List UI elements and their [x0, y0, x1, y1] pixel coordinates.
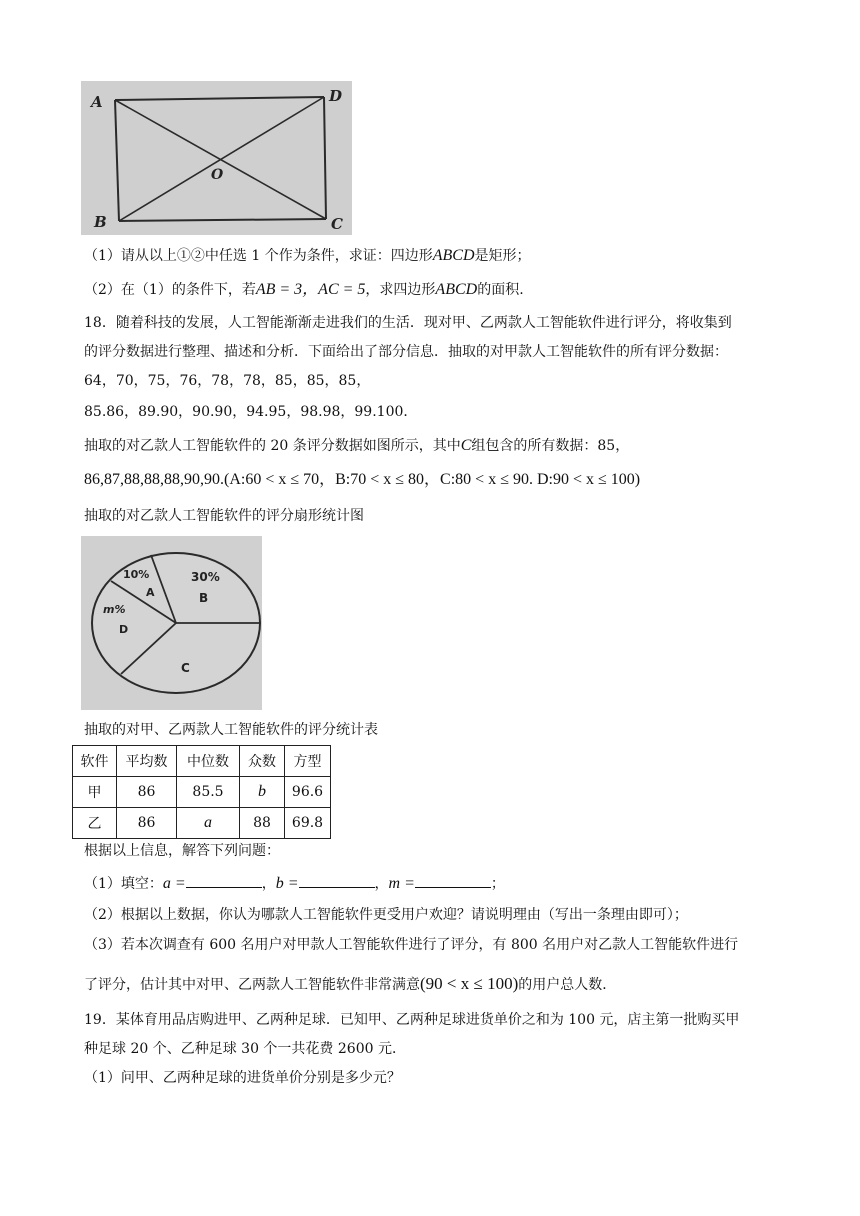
answer-blank-m[interactable] — [415, 873, 491, 888]
q17-part2-math: AB = 3，AC = 5 — [255, 281, 366, 298]
table-header-cell: 软件 — [73, 746, 117, 777]
q18-q1-b-label: b = — [275, 875, 299, 892]
answer-blank-a[interactable] — [186, 873, 262, 888]
q18-q3-text-a: 了评分，估计其中对甲、乙两款人工智能软件非常满意 — [84, 977, 420, 993]
q18-q3-line1: （3）若本次调查有 600 名用户对甲款人工智能软件进行了评分，有 800 名用户对乙款人工智能软件进行 — [84, 937, 739, 953]
pie-chart — [81, 536, 262, 710]
q18-q3-math: (90 < x ≤ 100) — [420, 974, 519, 993]
table-cell: a — [177, 808, 240, 839]
table-cell: 69.8 — [285, 808, 331, 839]
q18-data-line1: 64，70，75，76，78，78，85，85，85， — [84, 373, 371, 389]
q17-part2-math2: ABCD — [435, 281, 478, 298]
rectangle-figure — [81, 81, 352, 235]
pie-label-b: B — [199, 591, 209, 605]
q17-part1 — [84, 246, 531, 266]
rectangle-diagram — [81, 81, 352, 235]
table-header-cell: 方型 — [285, 746, 331, 777]
q18-yi-line — [84, 436, 629, 456]
q18-answer-intro: 根据以上信息，解答下列问题： — [84, 843, 280, 859]
center-label-o: O — [211, 167, 224, 183]
q17-part2-text-b: ，求四边形 — [365, 282, 436, 298]
q18-table-caption: 抽取的对甲、乙两款人工智能软件的评分统计表 — [84, 722, 378, 738]
q18-pie-caption: 抽取的对乙款人工智能软件的评分扇形统计图 — [84, 508, 364, 524]
q18-intro-line2: 的评分数据进行整理、描述和分析．下面给出了部分信息．抽取的对甲款人工智能软件的所有评分数据： — [84, 344, 728, 360]
pie-label-d-pct: m% — [103, 603, 126, 616]
q18-yi-text-b: 组包含的所有数据：85， — [471, 438, 630, 454]
q18-q3-line2 — [84, 974, 616, 995]
pie-label-a-pct: 10% — [123, 568, 150, 581]
q18-q1-prefix: （1）填空： — [84, 876, 163, 892]
stats-table — [72, 745, 331, 839]
table-cell: 86 — [117, 777, 177, 808]
q18-q1-a-label: a = — [162, 875, 186, 892]
table-cell: 甲 — [73, 777, 117, 808]
q18-data-line2: 85.86，89.90，90.90，94.95，98.98，99.100． — [84, 404, 418, 420]
table-cell: 乙 — [73, 808, 117, 839]
table-header-cell: 平均数 — [117, 746, 177, 777]
table-header-cell: 中位数 — [177, 746, 240, 777]
table-header-cell: 众数 — [240, 746, 285, 777]
answer-blank-b[interactable] — [299, 873, 375, 888]
q17-part1-math: ABCD — [432, 247, 475, 264]
q19-part1: （1）问甲、乙两种足球的进货单价分别是多少元？ — [84, 1070, 401, 1086]
vertex-label-c: C — [331, 215, 343, 233]
q18-q2: （2）根据以上数据，你认为哪款人工智能软件更受用户欢迎？请说明理由（写出一条理由即可）； — [84, 907, 688, 923]
pie-label-d: D — [119, 623, 129, 636]
pie-label-a: A — [146, 586, 155, 599]
q18-q1-sep: ， — [261, 876, 276, 892]
pie-chart-figure — [81, 536, 262, 710]
vertex-label-b: B — [94, 213, 107, 231]
table-cell: 88 — [240, 808, 285, 839]
table-row — [73, 777, 331, 808]
q18-q1-sep: ， — [374, 876, 389, 892]
q18-intro-line1: 18．随着科技的发展，人工智能渐渐走进我们的生活．现对甲、乙两款人工智能软件进行评分，将收集到 — [84, 315, 732, 331]
q17-part2-text-a: （2）在（1）的条件下，若 — [84, 282, 256, 298]
table-row — [73, 808, 331, 839]
q17-part1-text-b: 是矩形； — [474, 248, 531, 264]
q18-q1-m-label: m = — [388, 875, 415, 892]
q18-q1 — [84, 873, 505, 894]
table-cell: 86 — [117, 808, 177, 839]
table-cell: b — [240, 777, 285, 808]
q18-yi-math: C — [460, 437, 472, 454]
table-cell: 85.5 — [177, 777, 240, 808]
q18-q3-text-b: 的用户总人数． — [518, 977, 617, 993]
vertex-label-a: A — [91, 93, 103, 111]
q18-groups-line: 86,87,88,88,88,90,90.(A:60 < x ≤ 70，B:70 < x ≤ 80，C:80 < x ≤ 90. D:90 < x ≤ 100) — [84, 471, 641, 488]
q19-line2: 种足球 20 个、乙种足球 30 个一共花费 2600 元． — [84, 1041, 406, 1057]
table-cell: 96.6 — [285, 777, 331, 808]
pie-label-b-pct: 30% — [191, 570, 220, 584]
q18-yi-text-a: 抽取的对乙款人工智能软件的 20 条评分数据如图所示，其中 — [84, 438, 461, 454]
q17-part2 — [84, 280, 524, 300]
table-header-row — [73, 746, 331, 777]
pie-label-c: C — [181, 661, 190, 675]
q17-part2-text-c: 的面积. — [477, 282, 524, 298]
q18-q1-end: ； — [490, 876, 505, 892]
vertex-label-d: D — [329, 87, 343, 105]
q17-part1-text-a: （1）请从以上①②中任选 1 个作为条件，求证：四边形 — [84, 248, 433, 264]
q19-line1: 19．某体育用品店购进甲、乙两种足球．已知甲、乙两种足球进货单价之和为 100 元，店主第一批购买甲 — [84, 1012, 740, 1028]
